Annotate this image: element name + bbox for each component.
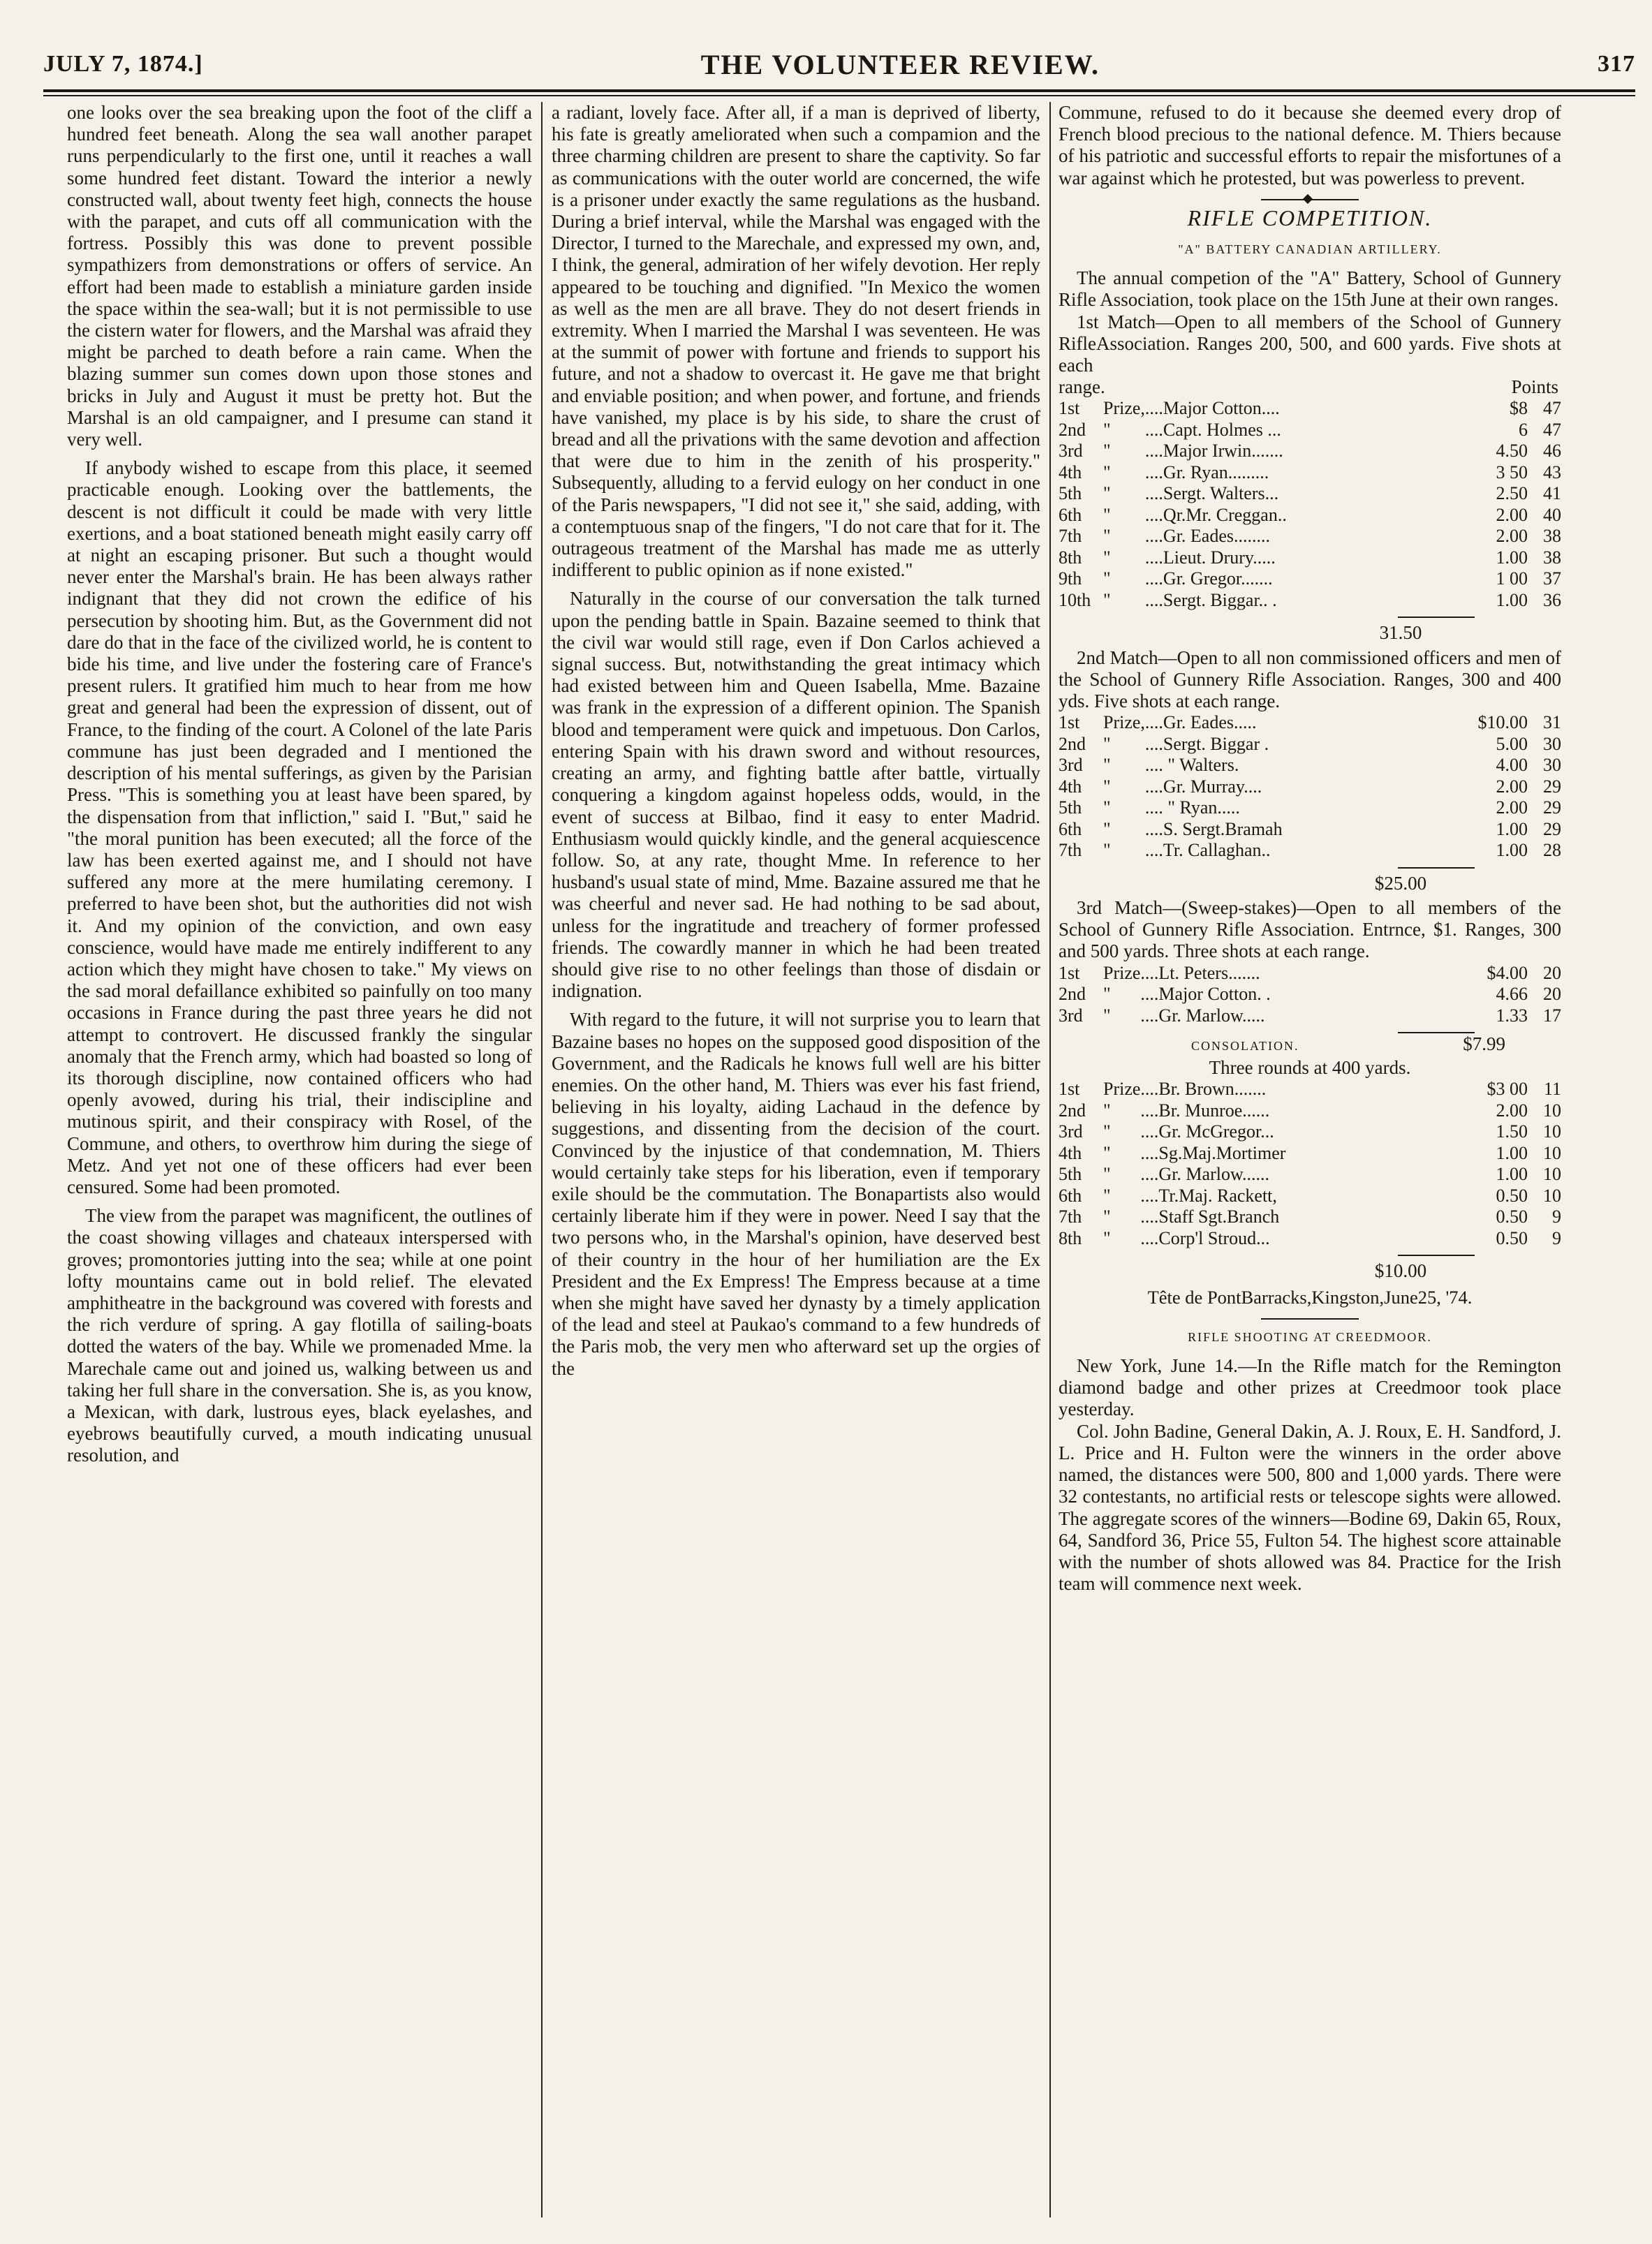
cell-place: 7th	[1059, 526, 1082, 547]
cell-place: 10th	[1059, 589, 1091, 610]
table-row	[1059, 1143, 1561, 1165]
cell-name: ....Qr.Mr. Creggan..	[1144, 504, 1287, 525]
cell-amt: 4.66	[1496, 984, 1528, 1005]
cell-ditto: Prize	[1103, 962, 1141, 983]
match-description: 3rd Match—(Sweep-stakes)—Open to all members of the School of Gunnery Rifle Association. Entrnce, $1. Ranges, 300 and 500 yards. Three shots at each range.	[1059, 896, 1561, 962]
cell-place: 8th	[1059, 1227, 1082, 1248]
cell-place: 7th	[1059, 1206, 1082, 1227]
table-row	[1059, 547, 1561, 569]
cell-ditto: "	[1103, 526, 1111, 547]
cell-ditto: Prize,	[1103, 712, 1145, 733]
table-row	[1059, 1100, 1561, 1122]
table-row	[1059, 1121, 1561, 1143]
cell-name: ....Br. Brown.......	[1140, 1079, 1267, 1100]
cell-name: ....Lieut. Drury.....	[1144, 547, 1276, 568]
cell-place: 5th	[1059, 483, 1082, 504]
cell-name: ....Br. Munroe......	[1140, 1100, 1270, 1121]
prize-table	[1059, 963, 1561, 1027]
cell-ditto: "	[1103, 776, 1111, 797]
cell-amt: 4.50	[1496, 441, 1528, 462]
prize-total: $10.00	[1374, 1260, 1427, 1282]
table-row	[1059, 590, 1561, 612]
cell-place: 7th	[1059, 840, 1082, 861]
cell-amt: 0.50	[1496, 1185, 1528, 1206]
newspaper-title: THE VOLUNTEER REVIEW.	[700, 48, 1100, 80]
table-row	[1059, 483, 1561, 505]
table-row	[1059, 398, 1561, 420]
table-row	[1059, 984, 1561, 1005]
cell-ditto: "	[1103, 818, 1111, 839]
total-rule	[1398, 1255, 1475, 1256]
cell-amt: 1.00	[1496, 818, 1528, 839]
cell-amt: 1.33	[1496, 1005, 1528, 1026]
table-row	[1059, 734, 1561, 755]
cell-pts: 17	[1543, 1005, 1561, 1026]
cell-ditto: "	[1103, 568, 1111, 589]
prize-table	[1059, 712, 1561, 862]
cell-name: ....Major Irwin.......	[1144, 441, 1283, 462]
cell-place: 5th	[1059, 797, 1082, 818]
cell-pts: 43	[1543, 462, 1561, 482]
table-row	[1059, 1005, 1561, 1027]
cell-pts: 46	[1543, 441, 1561, 462]
cell-amt: 4.00	[1496, 755, 1528, 776]
prize-table	[1059, 1079, 1561, 1249]
table-row	[1059, 819, 1561, 841]
cell-amt: 1 00	[1496, 568, 1528, 589]
cell-ditto: "	[1103, 547, 1111, 568]
cell-name: ....Gr. Eades.....	[1144, 712, 1257, 733]
cell-pts: 29	[1543, 776, 1561, 797]
cell-amt: 1.50	[1496, 1121, 1528, 1142]
cell-place: 1st	[1059, 1079, 1080, 1100]
cell-place: 1st	[1059, 398, 1080, 419]
paragraph: New York, June 14.—In the Rifle match for the Remington diamond badge and other prizes at Creedmoor took place yesterday.	[1059, 1355, 1561, 1420]
prize-total: $25.00	[1374, 872, 1427, 894]
cell-ditto: "	[1103, 1121, 1111, 1142]
cell-name: ....Corp'l Stroud...	[1140, 1227, 1270, 1248]
paragraph: one looks over the sea breaking upon the foot of the cliff a hundred feet beneath. Along the sea wall another parapet runs perpendicularly to the first one, until it reaches a wall some hundred feet distant. Toward the interior a newly constructed wall, about twenty feet high, connects the house with the parapet, and cuts off all communication with the fortress. Possibly this was done to prevent possible sympathizers from demonstrations or offers of service. An effort had been made to establish a miniature garden inside the space within the sea-wall; but it is not permissible to use the cistern water for flowers, and the Marshal was afraid they might be parched to death before a rain came. When the blazing summer sun comes down upon those stones and bricks in July and August it must be pretty hot. But the Marshal is an old campaigner, and I presume can stand it very well.	[67, 102, 532, 450]
issue-date: JULY 7, 1874.]	[43, 51, 203, 77]
section-separator	[1261, 199, 1359, 200]
cell-amt: 1.00	[1496, 1164, 1528, 1185]
cell-pts: 10	[1543, 1185, 1561, 1206]
cell-amt: 6	[1519, 419, 1528, 440]
cell-name: ....Gr. Murray....	[1144, 776, 1262, 797]
table-header	[1059, 376, 1561, 398]
cell-name: ....Gr. Ryan.........	[1144, 462, 1269, 482]
cell-amt: 1.00	[1496, 1142, 1528, 1163]
cell-place: 8th	[1059, 547, 1082, 568]
cell-name: ....Capt. Holmes ...	[1144, 419, 1281, 440]
cell-place: 3rd	[1059, 1121, 1083, 1142]
cell-ditto: "	[1103, 1005, 1111, 1026]
cell-name: ....Gr. Marlow.....	[1140, 1005, 1265, 1026]
cell-name: ....Sergt. Walters...	[1144, 483, 1279, 504]
cell-name: ....Sg.Maj.Mortimer	[1140, 1142, 1286, 1163]
cell-ditto: Prize,	[1103, 398, 1145, 419]
section-title: RIFLE COMPETITION.	[1187, 205, 1433, 230]
cell-pts: 38	[1543, 526, 1561, 547]
table-row	[1059, 797, 1561, 819]
column-2	[552, 102, 1040, 2217]
cell-name: ....Major Cotton....	[1144, 398, 1280, 419]
cell-amt: $3 00	[1487, 1079, 1528, 1100]
cell-pts: 30	[1543, 733, 1561, 754]
cell-ditto: "	[1103, 733, 1111, 754]
cell-place: 6th	[1059, 1185, 1082, 1206]
cell-name: ....Gr. Gregor.......	[1144, 568, 1273, 589]
cell-amt: 2.00	[1496, 797, 1528, 818]
cell-place: 2nd	[1059, 1100, 1086, 1121]
cell-amt: 2.50	[1496, 483, 1528, 504]
cell-name: ....Tr.Maj. Rackett,	[1140, 1185, 1277, 1206]
column-1	[67, 102, 532, 2217]
column-divider	[541, 102, 543, 2217]
table-header-right: Points	[1511, 376, 1558, 398]
cell-name: .... " Ryan.....	[1144, 797, 1240, 818]
cell-place: 6th	[1059, 504, 1082, 525]
cell-ditto: "	[1103, 504, 1111, 525]
cell-ditto: "	[1103, 797, 1111, 818]
table-row	[1059, 1206, 1561, 1228]
cell-name: .... " Walters.	[1144, 755, 1239, 776]
table-row	[1059, 1079, 1561, 1100]
cell-amt: 2.00	[1496, 1100, 1528, 1121]
cell-name: ....Staff Sgt.Branch	[1140, 1206, 1280, 1227]
cell-name: ....Lt. Peters.......	[1140, 962, 1260, 983]
cell-name: ....Sergt. Biggar.. .	[1144, 589, 1277, 610]
section-subtitle: "A" BATTERY CANADIAN ARTILLERY.	[1178, 242, 1442, 257]
cell-pts: 31	[1543, 712, 1561, 733]
prize-total: $7.99	[1463, 1033, 1505, 1055]
cell-name: ....Major Cotton. .	[1140, 984, 1271, 1005]
consolation-row	[1059, 1033, 1561, 1057]
cell-place: 1st	[1059, 712, 1080, 733]
cell-place: 3rd	[1059, 441, 1083, 462]
consolation-label: CONSOLATION.	[1191, 1039, 1299, 1054]
cell-pts: 9	[1552, 1227, 1561, 1248]
cell-ditto: Prize	[1103, 1079, 1141, 1100]
total-rule	[1398, 617, 1475, 618]
cell-name: ....Tr. Callaghan..	[1144, 840, 1271, 861]
cell-name: ....S. Sergt.Bramah	[1144, 818, 1283, 839]
cell-ditto: "	[1103, 589, 1111, 610]
cell-place: 9th	[1059, 568, 1082, 589]
cell-place: 4th	[1059, 462, 1082, 482]
cell-pts: 40	[1543, 504, 1561, 525]
cell-amt: 1.00	[1496, 547, 1528, 568]
cell-place: 3rd	[1059, 755, 1083, 776]
table-row	[1059, 441, 1561, 462]
paragraph: Col. John Badine, General Dakin, A. J. Roux, E. H. Sandford, J. L. Price and H. Fulton were the winners in the order above named, the distances were 500, 800 and 1,000 yards. There were 32 contestants, no artificial rests or telescope sights were allowed. The aggregate scores of the winners—Bodine 69, Dakin 65, Roux, 64, Sandford 36, Price 55, Fulton 54. The highest score attainable with the number of shots allowed was 84. Practice for the Irish team will commence next week.	[1059, 1420, 1561, 1595]
table-row	[1059, 1228, 1561, 1250]
cell-pts: 41	[1543, 483, 1561, 504]
table-row	[1059, 712, 1561, 734]
cell-place: 5th	[1059, 1164, 1082, 1185]
cell-amt: 2.00	[1496, 776, 1528, 797]
cell-ditto: "	[1103, 1227, 1111, 1248]
table-row	[1059, 505, 1561, 526]
cell-amt: 2.00	[1496, 504, 1528, 525]
cell-ditto: "	[1103, 441, 1111, 462]
cell-place: 2nd	[1059, 984, 1086, 1005]
table-header-left: range.	[1059, 376, 1105, 398]
cell-ditto: "	[1103, 1100, 1111, 1121]
cell-amt: 2.00	[1496, 526, 1528, 547]
cell-name: ....Sergt. Biggar .	[1144, 733, 1269, 754]
table-row	[1059, 755, 1561, 776]
prize-table	[1059, 398, 1561, 611]
paragraph: The view from the parapet was magnificent, the outlines of the coast showing villages and chateaux interspersed with groves; promontories jutting into the sea; while at one point lofty mountains came out in bold relief. The elevated amphitheatre in the background was covered with forests and the rich verdure of spring. A gay flotilla of sailing-boats dotted the waters of the bay. While we promenaded Mme. la Marechale came out and joined us, walking between us and taking her full share in the conversation. She is, as you know, a Mexican, with dark, lustrous eyes, black eyelashes, and eyebrows beautifully curved, a mouth indicating unusual resolution, and	[67, 1205, 532, 1466]
cell-amt: $10.00	[1477, 712, 1528, 733]
column-3	[1059, 102, 1561, 2217]
cell-amt: 1.00	[1496, 840, 1528, 861]
cell-place: 2nd	[1059, 419, 1086, 440]
paragraph: With regard to the future, it will not surprise you to learn that Bazaine bases no hopes on the supposed good disposition of the Government, and the Radicals he knows full well are his bitter enemies. On the other hand, M. Thiers was ever his fast friend, believing in his loyalty, aiding Lachaud in the defence by suggestions, and dissenting from the decision of the court. Convinced by the injustice of that condemnation, M. Thiers would certainly take steps for his liberation, even if temporary exile should be the commutation. The Bonapartists also would certainly liberate him if they were in power. Need I say that the two persons who, in the Marshal's opinion, have deserved best of their country in the hour of her humiliation are the Ex President and the Ex Empress! The Empress because at a time when she might have saved her dynasty by a timely application of the lead and steel at Paukao's command to a few hundreds of the Paris mob, the very men who afterward set up the orgies of the	[552, 1009, 1040, 1379]
cell-pts: 47	[1543, 398, 1561, 419]
cell-amt: 0.50	[1496, 1227, 1528, 1248]
table-row	[1059, 420, 1561, 441]
table-row	[1059, 840, 1561, 862]
header-rule	[43, 89, 1635, 92]
consolation-description: Three rounds at 400 yards.	[1209, 1057, 1411, 1079]
cell-pts: 30	[1543, 755, 1561, 776]
table-row	[1059, 526, 1561, 547]
dateline-signature: Tête de PontBarracks,Kingston,June25, '74.	[1147, 1286, 1473, 1308]
cell-ditto: "	[1103, 840, 1111, 861]
cell-pts: 9	[1552, 1206, 1561, 1227]
cell-ditto: "	[1103, 483, 1111, 504]
cell-ditto: "	[1103, 1185, 1111, 1206]
table-row	[1059, 963, 1561, 984]
cell-place: 2nd	[1059, 733, 1086, 754]
table-row	[1059, 1186, 1561, 1207]
cell-name: ....Gr. Marlow......	[1140, 1164, 1270, 1185]
cell-ditto: "	[1103, 419, 1111, 440]
cell-amt: $8	[1510, 398, 1528, 419]
cell-amt: 0.50	[1496, 1206, 1528, 1227]
paragraph: The annual competion of the "A" Battery, School of Gunnery Rifle Association, took place on the 15th June at their own ranges.	[1059, 267, 1561, 311]
column-divider	[1049, 102, 1051, 2217]
cell-place: 4th	[1059, 1142, 1082, 1163]
cell-pts: 47	[1543, 419, 1561, 440]
match-description: 1st Match—Open to all members of the School of Gunnery RifleAssociation. Ranges 200, 500, and 600 yards. Five shots at each	[1059, 311, 1561, 376]
match-description: 2nd Match—Open to all non commissioned officers and men of the School of Gunnery Rifle Association. Ranges, 300 and 400 yds. Five shots at each range.	[1059, 647, 1561, 712]
cell-place: 4th	[1059, 776, 1082, 797]
cell-place: 3rd	[1059, 1005, 1083, 1026]
cell-amt: 1.00	[1496, 589, 1528, 610]
cell-pts: 11	[1543, 1079, 1561, 1100]
header-rule-thin	[43, 95, 1635, 96]
paragraph: If anybody wished to escape from this place, it seemed practicable enough. Looking over the battlements, the descent is not difficult it could be made with very little exertions, and a boat stationed beneath might easily carry off at night an escaping prisoner. But such a thought would never enter the Marshal's brain. He has been always rather indignant that they did not crown the edifice of his persecution by shooting him. But, as the Government did not dare do that in the face of the civilized world, he is content to bide his time, and live under the fostering care of France's present rulers. It gratified him much to hear from me how great and general had been the expression of dissent, out of France, to the finding of the court. A Colonel of the late Paris commune has just been degraded and I mentioned the description of his mental sufferings, as given by the Parisian Press. "This is something you at least have been spared, by the dispensation from that infliction," said I. "But," said he "the moral punition has been executed; all the force of the law has been exerted against me, and I should not have suffered any more at the mere humilating ceremony. I preferred to have been shot, but the authorities did not wish it. And my opinion of the conviction, and own easy conscience, would have made me entirely indifferent to any action which they might have chosen to take." My views on the sad moral defaillance exhibited so painfully on too many occasions in France during the past three years he did not attempt to controvert. He discussed frankly the singular anomaly that the French army, which had boasted so long of its thorough discipline, now contained officers who had openly avowed, during his trial, their indiscipline and mutinous spirit, and their conspiracy with Rosel, of the Commune, and others, to overthrow him during the siege of Metz. And yet not one of these officers had ever been censured. Some had been promoted.	[67, 457, 532, 1197]
cell-amt: $4.00	[1487, 962, 1528, 983]
cell-pts: 36	[1543, 589, 1561, 610]
cell-ditto: "	[1103, 1164, 1111, 1185]
cell-ditto: "	[1103, 755, 1111, 776]
paragraph: Commune, refused to do it because she deemed every drop of French blood precious to the national defence. M. Thiers because of his patriotic and successful efforts to repair the misfortunes of a war against which he protested, but was powerless to prevent.	[1059, 102, 1561, 189]
prize-total: 31.50	[1379, 622, 1422, 644]
cell-pts: 10	[1543, 1164, 1561, 1185]
cell-name: ....Gr. McGregor...	[1140, 1121, 1274, 1142]
page-header	[43, 43, 1635, 85]
page-number: 317	[1598, 51, 1635, 77]
cell-pts: 29	[1543, 797, 1561, 818]
cell-amt: 5.00	[1496, 733, 1528, 754]
cell-name: ....Gr. Eades........	[1144, 526, 1271, 547]
cell-pts: 20	[1543, 984, 1561, 1005]
cell-pts: 29	[1543, 818, 1561, 839]
cell-amt: 3 50	[1496, 462, 1528, 482]
table-row	[1059, 776, 1561, 798]
cell-pts: 37	[1543, 568, 1561, 589]
cell-place: 6th	[1059, 818, 1082, 839]
total-rule	[1398, 867, 1475, 869]
table-row	[1059, 1164, 1561, 1186]
cell-pts: 20	[1543, 962, 1561, 983]
paragraph: a radiant, lovely face. After all, if a man is deprived of liberty, his fate is greatly ameliorated when such a compamion and the three charming children are present to share the captivity. So far as communications with the outer world are concerned, the wife is a prisoner under exactly the same regulations as the husband. During a brief interval, while the Marshal was engaged with the Director, I turned to the Marechale, and expressed my own, and, I think, the general, admiration of her wifely devotion. Her reply appeared to be touching and dignified. "In Mexico the women as well as the men are all brave. They do not desert friends in extremity. When I married the Marshal I was seventeen. He was at the summit of power with fortune and friends to support his future, and not a shadow to overcast it. He gave me that bright and enviable position; and when power, and fortune, and friends have vanished, my place is by his side, to share the crust of bread and all the privations with the same devotion and affection that were due to him in the zenith of his prosperity." Subsequently, alluding to a fervid eulogy on her conduct in one of the Paris newspapers, "I did not see it," she said, adding, with a contemptuous snap of the fingers, "I do not care that for it. The outrageous treatment of the Marshal has made me as utterly indifferent to public opinion as if none existed."	[552, 102, 1040, 581]
table-row	[1059, 568, 1561, 590]
cell-ditto: "	[1103, 984, 1111, 1005]
cell-pts: 10	[1543, 1100, 1561, 1121]
cell-pts: 28	[1543, 840, 1561, 861]
cell-pts: 10	[1543, 1142, 1561, 1163]
cell-pts: 38	[1543, 547, 1561, 568]
paragraph: Naturally in the course of our conversation the talk turned upon the pending battle in Spain. Bazaine seemed to think that the civil war would still rage, even if Don Carlos achieved a signal success. But, notwithstanding the great intimacy which had existed between him and Queen Isabella, Mme. Bazaine was frank in the expression of a different opinion. The Spanish blood and temperament were quick and impetuous. Don Carlos, entering Spain with his drawn sword and without resources, creating an army, and fighting battle after battle, virtually conquering a kingdom against hopeless odds, would, in the event of success at Bilbao, find it easy to enter Madrid. Enthusiasm would quickly kindle, and the general acquiescence follow. So, at any rate, thought Mme. In reference to her husband's usual state of mind, Mme. Bazaine assured me that he was cheerful and never sad. He had nothing to be sad about, unless for the ingratitude and treachery of former professed friends. The cowardly manner in which he had been treated should give rise to no other feelings than those of disdain or indignation.	[552, 588, 1040, 1002]
cell-pts: 10	[1543, 1121, 1561, 1142]
section-separator	[1261, 1318, 1359, 1320]
cell-place: 1st	[1059, 962, 1080, 983]
cell-ditto: "	[1103, 462, 1111, 482]
cell-ditto: "	[1103, 1142, 1111, 1163]
section-subtitle: RIFLE SHOOTING AT CREEDMOOR.	[1188, 1329, 1432, 1344]
table-row	[1059, 462, 1561, 484]
cell-ditto: "	[1103, 1206, 1111, 1227]
